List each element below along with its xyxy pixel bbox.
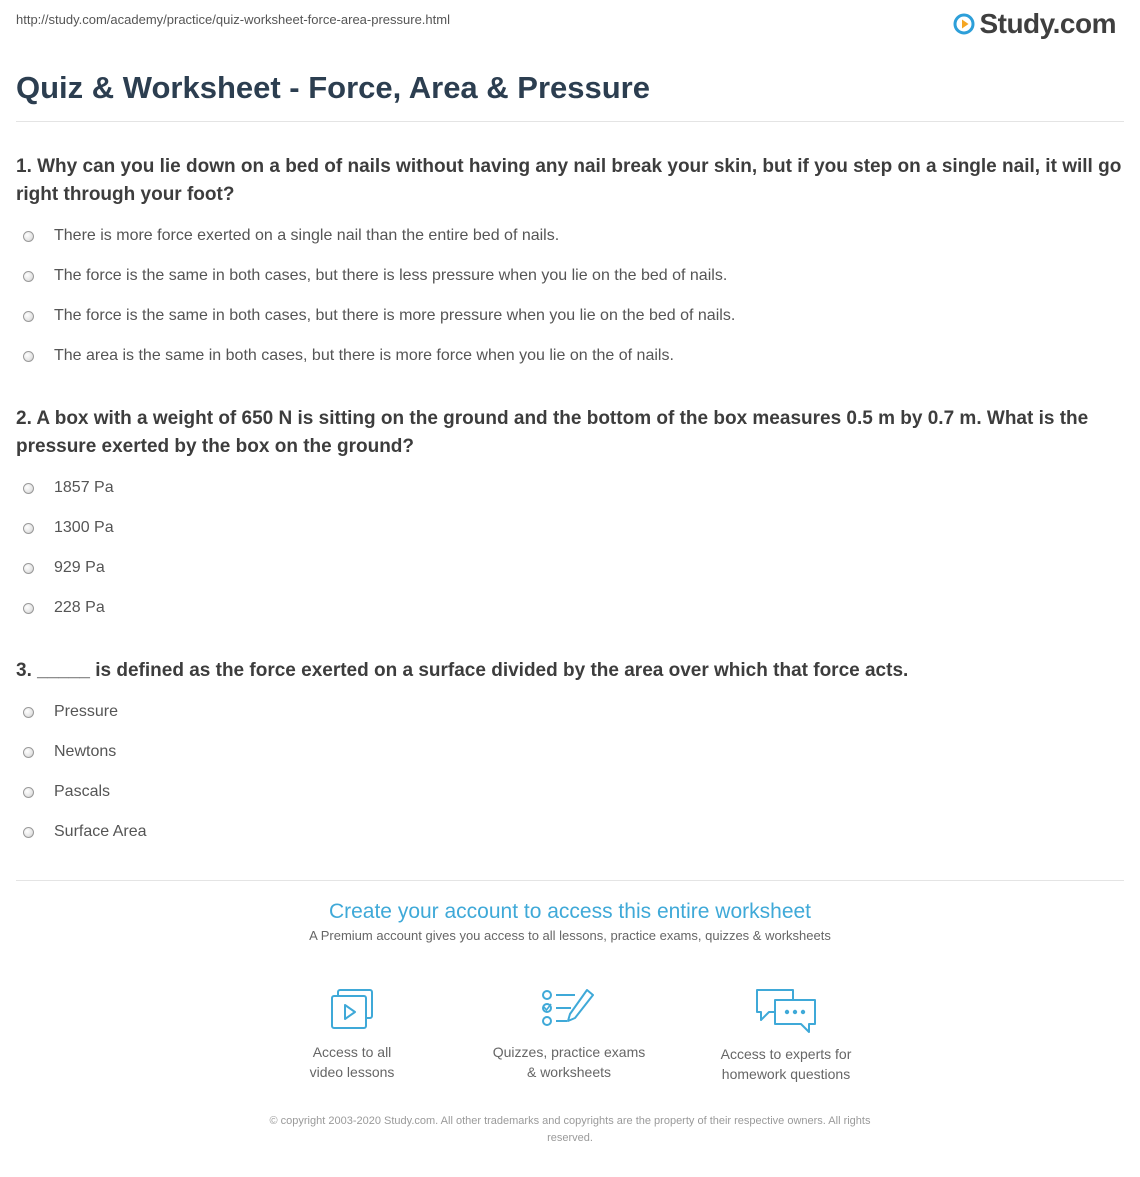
- answer-option[interactable]: [16, 692, 1128, 732]
- page-title: Quiz & Worksheet - Force, Area & Pressure: [16, 70, 650, 105]
- answer-label: 1300 Pa: [54, 519, 114, 536]
- answer-label: Newtons: [54, 743, 117, 760]
- question-1: [16, 153, 1128, 376]
- cta-divider: [16, 880, 1124, 881]
- question-3: [16, 657, 1128, 852]
- feature-label: Access to experts for homework questions: [720, 1046, 852, 1082]
- answer-label: The force is the same in both cases, but there is more pressure when you lie on the bed of nails.: [54, 307, 736, 324]
- radio-button[interactable]: [23, 271, 34, 282]
- cta-subtitle: A Premium account gives you access to all lessons, practice exams, quizzes & worksheets: [309, 928, 831, 943]
- answer-option[interactable]: [16, 296, 1128, 336]
- copyright-notice: [0, 1113, 1140, 1147]
- signup-cta: [0, 900, 1140, 943]
- feature-video-lessons: [252, 986, 452, 1082]
- logo-text: Study.com: [979, 8, 1116, 39]
- answer-label: 929 Pa: [54, 559, 105, 576]
- feature-label: Access to all video lessons: [309, 1044, 395, 1080]
- answer-label: The area is the same in both cases, but there is more force when you lie on the of nails.: [54, 347, 674, 364]
- radio-button[interactable]: [23, 827, 34, 838]
- radio-button[interactable]: [23, 707, 34, 718]
- answer-option[interactable]: [16, 732, 1128, 772]
- page-url[interactable]: http://study.com/academy/practice/quiz-worksheet-force-area-pressure.html: [16, 12, 450, 27]
- answer-option[interactable]: [16, 256, 1128, 296]
- question-1-answers: [16, 216, 1128, 376]
- question-3-text: 3. _____ is defined as the force exerted on a surface divided by the area over which that force acts.: [16, 660, 909, 681]
- radio-button[interactable]: [23, 311, 34, 322]
- answer-option[interactable]: [16, 468, 1128, 508]
- cta-title-link[interactable]: Create your account to access this entire worksheet: [328, 900, 812, 923]
- answer-label: Pressure: [54, 703, 119, 720]
- copyright-line-2: reserved.: [547, 1132, 593, 1144]
- answer-option[interactable]: [16, 216, 1128, 256]
- answer-label: There is more force exerted on a single nail than the entire bed of nails.: [54, 227, 560, 244]
- radio-button[interactable]: [23, 523, 34, 534]
- premium-features: [0, 986, 1140, 1086]
- answer-label: 228 Pa: [54, 599, 105, 616]
- feature-experts: [686, 986, 886, 1084]
- radio-button[interactable]: [23, 787, 34, 798]
- answer-option[interactable]: [16, 548, 1128, 588]
- answer-option[interactable]: [16, 772, 1128, 812]
- answer-option[interactable]: [16, 588, 1128, 628]
- quiz-checklist-icon: [539, 986, 599, 1034]
- answer-label: The force is the same in both cases, but there is less pressure when you lie on the bed of nails.: [54, 267, 728, 284]
- answer-label: 1857 Pa: [54, 479, 114, 496]
- top-bar: [0, 0, 1140, 44]
- study-logo[interactable]: [953, 8, 1116, 40]
- play-circle-icon: [953, 13, 975, 35]
- radio-button[interactable]: [23, 747, 34, 758]
- question-1-text: 1. Why can you lie down on a bed of nails without having any nail break your skin, but if you step on a single nail, it will go right through your foot?: [16, 156, 1122, 205]
- video-lesson-icon: [324, 986, 380, 1034]
- question-2-answers: [16, 468, 1128, 628]
- radio-button[interactable]: [23, 351, 34, 362]
- radio-button[interactable]: [23, 483, 34, 494]
- radio-button[interactable]: [23, 563, 34, 574]
- chat-bubbles-icon: [753, 986, 819, 1036]
- question-2-text: 2. A box with a weight of 650 N is sitting on the ground and the bottom of the box measures 0.5 m by 0.7 m. What is the pressure exerted by the box on the ground?: [16, 408, 1089, 457]
- answer-label: Surface Area: [54, 823, 147, 840]
- question-2: [16, 405, 1128, 628]
- copyright-line-1: © copyright 2003-2020 Study.com. All other trademarks and copyrights are the property of their respective owners. All rights: [269, 1115, 871, 1127]
- answer-label: Pascals: [54, 783, 111, 800]
- title-divider: [16, 121, 1124, 122]
- answer-option[interactable]: [16, 812, 1128, 852]
- feature-quizzes: [469, 986, 669, 1082]
- radio-button[interactable]: [23, 231, 34, 242]
- radio-button[interactable]: [23, 603, 34, 614]
- answer-option[interactable]: [16, 508, 1128, 548]
- answer-option[interactable]: [16, 336, 1128, 376]
- question-3-answers: [16, 692, 1128, 852]
- feature-label: Quizzes, practice exams & worksheets: [492, 1044, 646, 1080]
